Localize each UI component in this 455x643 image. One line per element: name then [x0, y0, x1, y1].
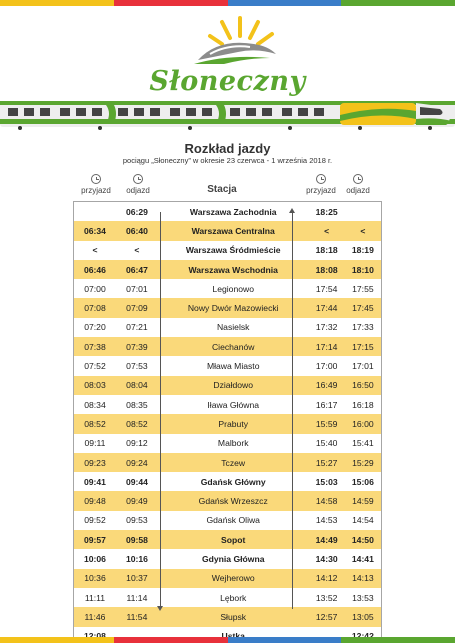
departure-time: 06:47	[125, 264, 148, 275]
arrow-down-icon	[157, 606, 163, 611]
sun-logo-icon	[158, 14, 298, 74]
arrival-time: 07:00	[84, 283, 106, 294]
spacer	[294, 337, 308, 356]
arrival-time-return: 14:53	[315, 515, 338, 526]
departure-time-return: 14:54	[352, 515, 374, 526]
spacer	[294, 279, 308, 298]
arrival-time: 11:11	[84, 592, 106, 603]
station-name: Gdańsk Oliwa	[206, 515, 260, 526]
spacer	[294, 376, 308, 395]
station-name: Wejherowo	[211, 573, 255, 584]
arrival-time-return: <	[324, 225, 330, 236]
station-name: Gdynia Główna	[201, 553, 265, 564]
clock-icon	[353, 174, 363, 184]
table-row	[74, 549, 381, 568]
color-stripe-top	[0, 0, 455, 6]
table-row	[74, 434, 381, 453]
arrival-time: 08:34	[84, 399, 106, 410]
spacer	[294, 202, 308, 221]
arrival-time	[74, 202, 116, 221]
spacer	[294, 221, 308, 240]
departure-time-return: 17:15	[352, 341, 374, 352]
header-arrival-label: przyjazd	[81, 186, 111, 195]
table-row	[74, 221, 381, 240]
departure-time: 08:04	[126, 380, 148, 391]
table-row	[74, 569, 381, 588]
spacer	[294, 453, 308, 472]
header-station: Stacja	[207, 184, 237, 195]
departure-time-return	[345, 202, 381, 221]
departure-time: 09:44	[125, 476, 148, 487]
departure-time: 09:58	[125, 534, 148, 545]
arrival-time: <	[92, 245, 98, 256]
station-name: Prabuty	[218, 418, 249, 429]
arrival-time-return: 17:44	[315, 303, 338, 314]
logo	[0, 14, 455, 98]
departure-time: 07:21	[126, 322, 148, 333]
arrival-time-return: 12:57	[315, 611, 338, 622]
station-name: Iława Główna	[207, 399, 260, 410]
table-row	[74, 356, 381, 375]
header-departure-label: odjazd	[126, 186, 150, 195]
departure-time: 08:52	[126, 418, 148, 429]
spacer	[294, 298, 308, 317]
table-row	[74, 453, 381, 472]
arrival-time-return: 15:40	[315, 438, 338, 449]
table-row	[74, 607, 381, 626]
train-illustration	[0, 97, 455, 131]
table-row	[74, 376, 381, 395]
brand-name: Słoneczny	[149, 66, 306, 97]
departure-time: 07:01	[126, 283, 148, 294]
direction-line-up	[292, 213, 293, 609]
arrival-time-return: 15:03	[315, 476, 338, 487]
station-name: Mława Miasto	[206, 361, 260, 372]
spacer	[294, 607, 308, 626]
departure-time: 11:14	[126, 592, 148, 603]
departure-time-return: 18:10	[351, 264, 374, 275]
stripe-red	[114, 0, 228, 6]
station-name: Gdańsk Wrzeszcz	[198, 496, 268, 507]
arrival-time: 10:36	[84, 573, 106, 584]
departure-time-return: 17:01	[352, 361, 374, 372]
departure-time-return: 15:29	[352, 457, 374, 468]
header-departure-return-label: odjazd	[346, 186, 370, 195]
station-name: Legionowo	[212, 283, 254, 294]
arrival-time: 07:20	[84, 322, 106, 333]
table-row	[74, 491, 381, 510]
clock-icon	[133, 174, 143, 184]
arrival-time-return: 18:18	[315, 245, 338, 256]
table-row	[74, 511, 381, 530]
arrival-time: 08:03	[84, 380, 106, 391]
departure-time-return: 16:00	[352, 418, 374, 429]
header-departure	[118, 174, 158, 195]
spacer	[294, 318, 308, 337]
departure-time: <	[134, 245, 140, 256]
table-row	[74, 202, 381, 221]
departure-time-return: 15:41	[352, 438, 374, 449]
departure-time-return: 16:50	[352, 380, 374, 391]
spacer	[294, 260, 308, 279]
clock-icon	[91, 174, 101, 184]
table-row	[74, 588, 381, 607]
arrival-time: 09:23	[84, 457, 106, 468]
departure-time: 09:53	[126, 515, 148, 526]
stripe-green	[341, 0, 455, 6]
arrival-time-return: 15:59	[315, 418, 338, 429]
arrival-time: 09:57	[83, 534, 106, 545]
table-row	[74, 337, 381, 356]
table-row	[74, 414, 381, 433]
departure-time-return: 18:19	[351, 245, 374, 256]
spacer	[294, 414, 308, 433]
departure-time-return: 16:18	[352, 399, 374, 410]
table-row	[74, 530, 381, 549]
arrival-time: 06:46	[83, 264, 106, 275]
departure-time-return: 15:06	[351, 476, 374, 487]
arrival-time: 11:46	[84, 611, 106, 622]
station-name: Ciechanów	[211, 341, 255, 352]
station-name: Warszawa Zachodnia	[189, 206, 277, 217]
page-subtitle: pociągu „Słoneczny” w okresie 23 czerwca - 1 września 2018 r.	[122, 156, 333, 165]
arrival-time: 08:52	[84, 418, 106, 429]
departure-time: 06:29	[125, 206, 148, 217]
departure-time: 08:35	[126, 399, 148, 410]
departure-time-return: 13:05	[352, 611, 374, 622]
spacer	[294, 549, 308, 568]
arrival-time-return: 17:32	[315, 322, 338, 333]
arrival-time: 07:38	[84, 341, 106, 352]
station-name: Nowy Dwór Mazowiecki	[187, 303, 279, 314]
stripe-red	[114, 637, 228, 643]
departure-time-return: 17:55	[352, 283, 374, 294]
arrival-time: 09:48	[84, 496, 106, 507]
station-name: Tczew	[221, 457, 246, 468]
timetable	[73, 201, 382, 643]
spacer	[294, 588, 308, 607]
direction-line-down	[160, 212, 161, 608]
spacer	[294, 472, 308, 491]
departure-time-return: 14:59	[352, 496, 374, 507]
arrival-time-return: 17:00	[315, 361, 338, 372]
departure-time: 07:53	[126, 361, 148, 372]
spacer	[294, 395, 308, 414]
station-name: Nasielsk	[216, 322, 250, 333]
spacer	[294, 569, 308, 588]
arrival-time-return: 17:14	[315, 341, 338, 352]
table-row	[74, 318, 381, 337]
header-arrival-return	[301, 174, 341, 195]
stripe-blue	[228, 0, 342, 6]
table-row	[74, 241, 381, 260]
departure-time-return: 14:41	[351, 553, 374, 564]
arrival-time-return: 14:12	[315, 573, 338, 584]
table-row	[74, 279, 381, 298]
arrival-time: 09:11	[84, 438, 106, 449]
page-title: Rozkład jazdy	[184, 141, 271, 156]
arrival-time-return: 13:52	[315, 592, 338, 603]
arrival-time: 09:52	[84, 515, 106, 526]
station-name: Działdowo	[213, 380, 254, 391]
departure-time: 09:49	[126, 496, 148, 507]
departure-time: 06:40	[125, 225, 148, 236]
stripe-blue	[228, 637, 342, 643]
arrow-up-icon	[289, 208, 295, 213]
arrival-time: 06:34	[83, 225, 106, 236]
header-arrival	[76, 174, 116, 195]
station-name: Sopot	[221, 534, 246, 545]
arrival-time: 09:41	[83, 476, 106, 487]
table-row	[74, 472, 381, 491]
header-departure-return	[338, 174, 378, 195]
departure-time-return: 17:33	[352, 322, 374, 333]
departure-time: 07:39	[126, 341, 148, 352]
arrival-time-return: 18:25	[315, 206, 338, 217]
arrival-time-return: 15:27	[315, 457, 338, 468]
departure-time-return: 14:50	[351, 534, 374, 545]
station-name: Warszawa Centralna	[191, 225, 275, 236]
spacer	[294, 434, 308, 453]
arrival-time: 07:52	[84, 361, 106, 372]
stripe-green	[341, 637, 455, 643]
departure-time-return: 17:45	[352, 303, 374, 314]
departure-time: 09:12	[126, 438, 148, 449]
station-name: Lębork	[220, 592, 247, 603]
station-name: Warszawa Śródmieście	[185, 245, 281, 256]
arrival-time-return: 16:17	[315, 399, 338, 410]
departure-time: 07:09	[126, 303, 148, 314]
table-row	[74, 395, 381, 414]
header-arrival-return-label: przyjazd	[306, 186, 336, 195]
arrival-time-return: 18:08	[315, 264, 338, 275]
departure-time-return: 14:13	[352, 573, 374, 584]
departure-time: 09:24	[126, 457, 148, 468]
arrival-time: 07:08	[84, 303, 106, 314]
stripe-yellow	[0, 637, 114, 643]
spacer	[294, 530, 308, 549]
station-name: Gdańsk Główny	[200, 476, 266, 487]
table-row	[74, 298, 381, 317]
departure-time: 10:16	[125, 553, 148, 564]
color-stripe-bottom	[0, 637, 455, 643]
arrival-time-return: 14:49	[315, 534, 338, 545]
arrival-time: 10:06	[83, 553, 106, 564]
spacer	[294, 491, 308, 510]
spacer	[294, 511, 308, 530]
arrival-time-return: 17:54	[315, 283, 338, 294]
arrival-time-return: 14:58	[315, 496, 338, 507]
clock-icon	[316, 174, 326, 184]
station-name: Malbork	[217, 438, 249, 449]
departure-time: 10:37	[126, 573, 148, 584]
departure-time-return: <	[360, 225, 366, 236]
station-name: Warszawa Wschodnia	[188, 264, 278, 275]
station-name: Słupsk	[220, 611, 247, 622]
departure-time-return: 13:53	[352, 592, 374, 603]
spacer	[294, 241, 308, 260]
table-row	[74, 260, 381, 279]
stripe-yellow	[0, 0, 114, 6]
arrival-time-return: 16:49	[315, 380, 338, 391]
departure-time: 11:54	[126, 611, 148, 622]
spacer	[294, 356, 308, 375]
arrival-time-return: 14:30	[315, 553, 338, 564]
